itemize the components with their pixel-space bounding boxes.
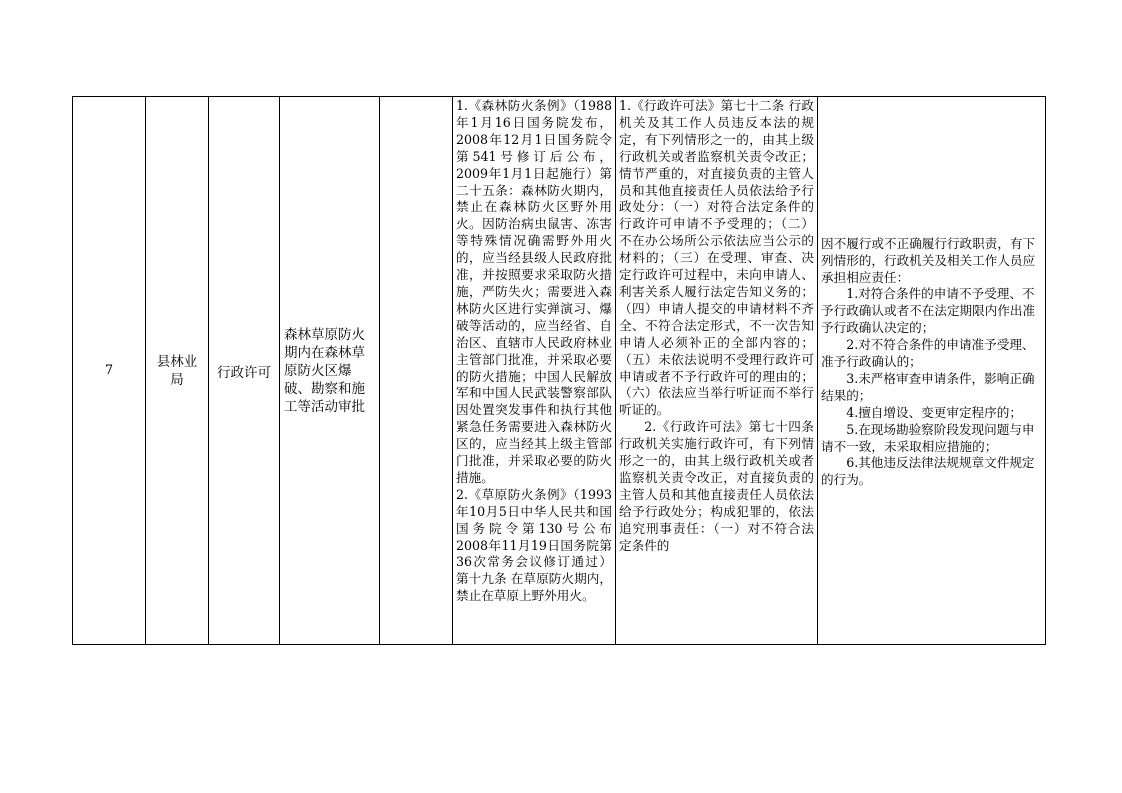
responsibility-text [818,236,1045,490]
responsibility-item: 2.对不符合条件的申请准予受理、准予行政确认的； [821,337,1035,370]
column-divider [279,97,280,644]
column-divider [208,97,209,644]
column-divider [615,97,616,644]
power-type-cell [209,97,279,644]
item-name-cell [280,97,379,644]
legal-basis-cell [453,97,615,644]
accountability-paragraph: 1.《行政许可法》第七十二条 行政机关及其工作人员违反本法的规定，有下列情形之一的，由其上级行政机关或者监察机关责令改正；情节严重的，对直接负责的主管人员和其他直接责任人员依法给予行政处分：（一）对符合法定条件的行政许可申请不予受理的；（二）不在办公场所公示依法应当公示的材料的；（三）在受理、审查、决定行政许可过程中，未向申请人、利害关系人履行法定告知义务的；（四）申请人提交的申请材料不齐全、不符合法定形式，不一次告知申请人必须补正的全部内容的；（五）未依法说明不受理行政许可申请或者不予行政许可的理由的；（六）依法应当举行听证而不举行听证的。 [619,98,814,418]
seq-number: 7 [104,363,114,378]
responsibility-item: 1.对符合条件的申请不予受理、不予行政确认或者不在法定期限内作出准予行政确认决定的； [821,286,1036,336]
item-name: 森林草原防火期内在森林草原防火区爆破、勘察和施工等活动审批 [284,326,365,415]
column-divider [145,97,146,644]
department-cell [146,97,208,644]
power-type: 行政许可 [217,364,271,381]
responsibility-cell [818,97,1045,644]
accountability-paragraph: 2.《行政许可法》第七十四条行政机关实施行政许可，有下列情形之一的，由其上级行政机关或者监察机关责令改正，对直接负责的主管人员和其他直接责任人员依法给予行政处分；构成犯罪的，依法追究刑事责任：（一）对不符合法定条件的 [619,419,814,553]
column-divider [452,97,453,644]
responsibility-item: 4.擅自增设、变更审定程序的； [846,404,1022,420]
column-divider [379,97,380,644]
responsibility-intro: 因不履行或不正确履行行政职责，有下列情形的，行政机关及相关工作人员应承担相应责任： [821,235,1036,285]
sub-item-cell [380,97,452,644]
legal-basis-paragraph: 2.《草原防火条例》（1993年10月5日中华人民共和国国务院令第130号公布 2008年11月19日国务院第36次常务会议修订通过） 第十九条 在草原防火期内，禁止在草原上野外用火。 [456,486,612,604]
responsibility-item: 5.在现场勘验察阶段发现问题与申请不一致，未采取相应措施的； [821,421,1035,454]
column-divider [817,97,818,644]
legal-basis-paragraph: 1.《森林防火条例》（1988年1月16日国务院发布，2008年12月1日国务院令第541号修订后公布，2009年1月1日起施行）第二十五条：森林防火期内，禁止在森林防火区野外用火。因防治病虫鼠害、冻害等特殊情况确需野外用火的，应当经县级人民政府批准，并按照要求采取防火措施，严防失火；需要进入森林防火区进行实弹演习、爆破等活动的，应当经省、自治区、直辖市人民政府林业主管部门批准，并采取必要的防火措施；中国人民解放军和中国人民武装警察部队因处置突发事件和执行其他紧急任务需要进入森林防火区的，应当经其上级主管部门批准，并采取必要的防火措施。 [456,98,612,485]
accountability-basis-cell [616,97,817,644]
approval-table-row [72,96,1046,645]
department-name: 县林业局 [156,353,198,388]
responsibility-item: 6.其他违反法律法规规章文件规定的行为。 [821,455,1035,488]
seq-cell [73,97,145,644]
responsibility-item: 3.未严格审查申请条件，影响正确结果的； [821,370,1035,403]
